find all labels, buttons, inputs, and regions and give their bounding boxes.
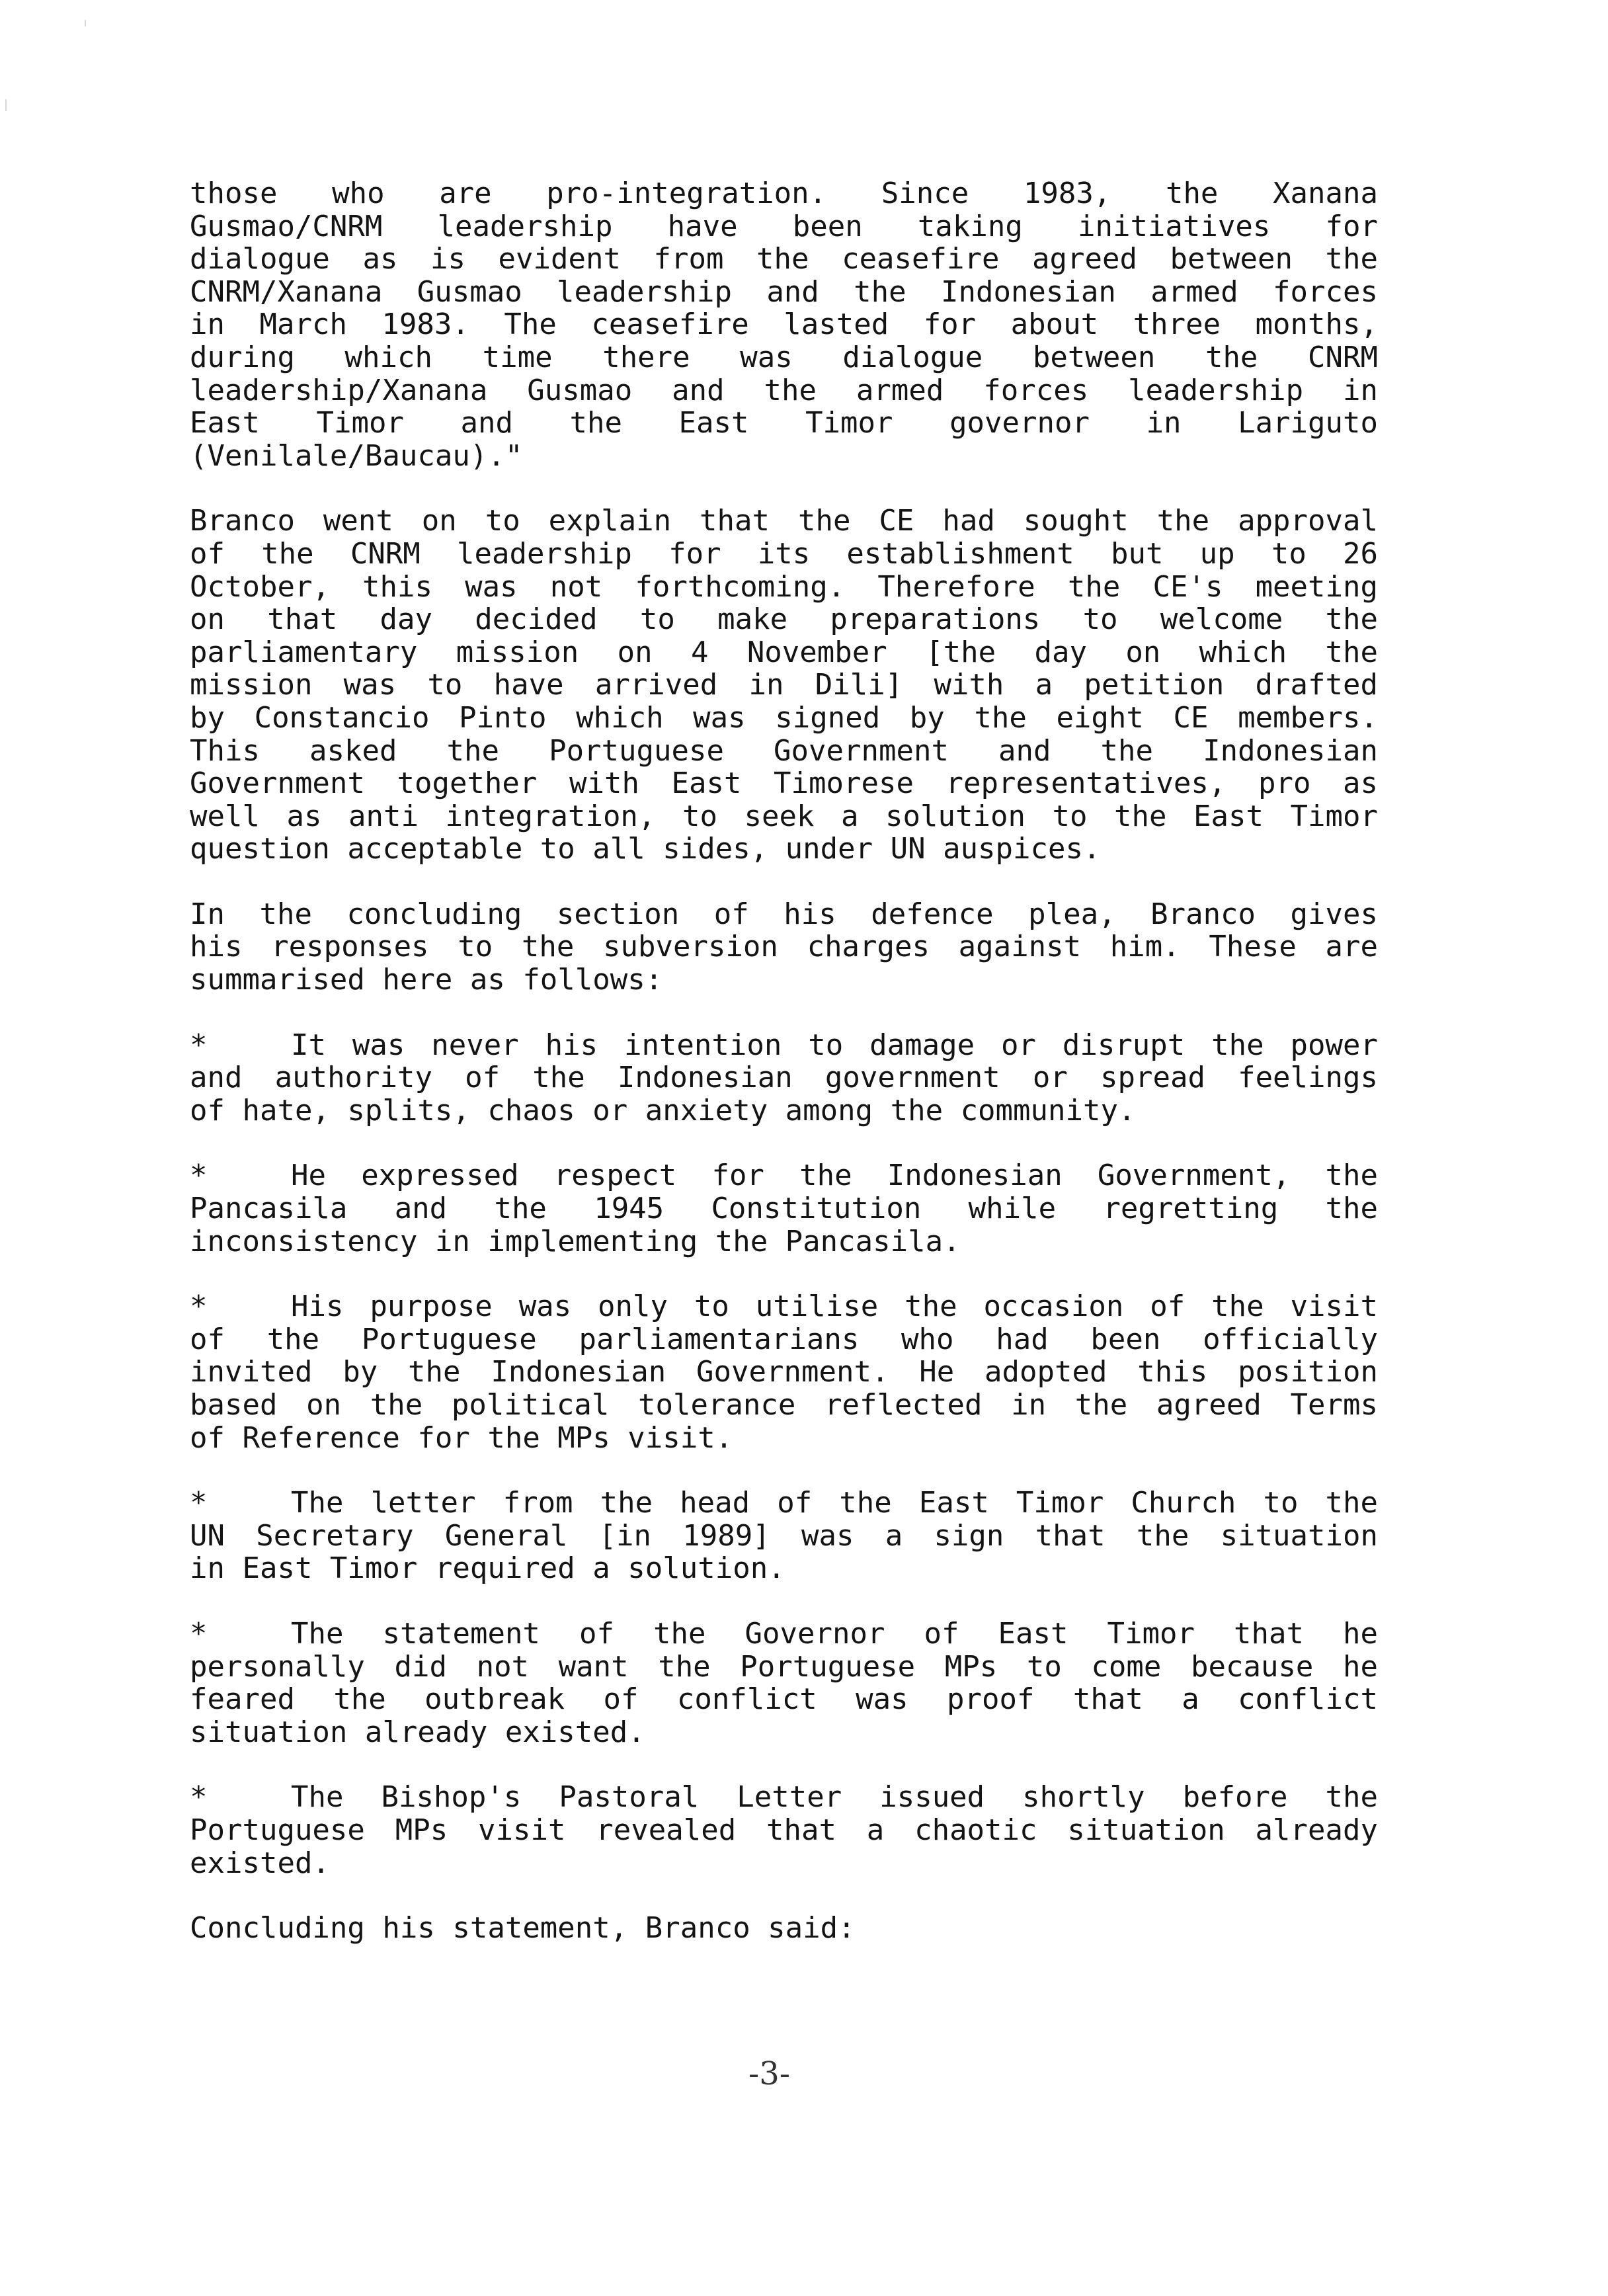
text-line: inconsistency in implementing the Pancasila. [190, 1225, 961, 1258]
text-line: question acceptable to all sides, under UN auspices. [190, 833, 1101, 866]
text-line: dialogue as is evident from the ceasefire agreed between the [190, 243, 1378, 276]
text-line: October, this was not forthcoming. Therefore the CE's meeting [190, 570, 1378, 604]
text-line: based on the political tolerance reflected in the agreed Terms [190, 1389, 1378, 1422]
paragraph [190, 177, 1378, 472]
bullet-text: It was never his intention to damage or disrupt the power [291, 1028, 1378, 1062]
text-line: parliamentary mission on 4 November [the day on which the [190, 636, 1378, 669]
text-line: Branco went on to explain that the CE had sought the approval [190, 505, 1378, 538]
text-line [190, 1618, 1378, 1651]
bullet-text: The letter from the head of the East Timor Church to the [291, 1487, 1378, 1520]
text-line: Gusmao/CNRM leadership have been taking initiatives for [190, 210, 1378, 243]
body-text [190, 177, 1378, 1977]
text-line: CNRM/Xanana Gusmao leadership and the Indonesian armed forces [190, 275, 1378, 309]
bullet-paragraph [190, 1781, 1378, 1879]
text-line: of the Portuguese parliamentarians who had been officially [190, 1323, 1378, 1356]
text-line: those who are pro-integration. Since 1983, the Xanana [190, 177, 1378, 210]
text-line: in March 1983. The ceasefire lasted for about three months, [190, 308, 1378, 341]
text-line [190, 1029, 1378, 1062]
text-line: Concluding his statement, Branco said: [190, 1912, 856, 1945]
text-line: and authority of the Indonesian government or spread feelings [190, 1061, 1378, 1094]
text-line [190, 1781, 1378, 1814]
text-line [190, 1487, 1378, 1520]
bullet-marker: * [190, 1028, 208, 1062]
text-line: Pancasila and the 1945 Constitution while regretting the [190, 1192, 1378, 1225]
bullet-marker: * [190, 1781, 208, 1814]
bullet-text: The statement of the Governor of East Timor that he [291, 1617, 1378, 1651]
text-line: existed. [190, 1846, 330, 1880]
text-line: of Reference for the MPs visit. [190, 1421, 733, 1455]
text-line: mission was to have arrived in Dili] with a petition drafted [190, 669, 1378, 702]
text-line: (Venilale/Baucau)." [190, 439, 523, 473]
bullet-text: He expressed respect for the Indonesian Government, the [291, 1159, 1378, 1193]
paragraph [190, 1912, 1378, 1945]
text-line: in East Timor required a solution. [190, 1552, 785, 1585]
text-line: on that day decided to make preparations to welcome the [190, 603, 1378, 636]
bullet-paragraph [190, 1029, 1378, 1128]
text-line: his responses to the subversion charges against him. These are [190, 930, 1378, 964]
text-line [190, 1159, 1378, 1192]
text-line: summarised here as follows: [190, 964, 663, 997]
bullet-marker: * [190, 1487, 208, 1520]
scan-mark [85, 20, 86, 26]
text-line: Government together with East Timorese representatives, pro as [190, 767, 1378, 800]
bullet-marker: * [190, 1617, 208, 1651]
bullet-marker: * [190, 1290, 208, 1323]
bullet-paragraph [190, 1618, 1378, 1748]
paragraph [190, 898, 1378, 997]
bullet-paragraph [190, 1290, 1378, 1454]
text-line: leadership/Xanana Gusmao and the armed forces leadership in [190, 374, 1378, 407]
text-line: feared the outbreak of conflict was proof that a conflict [190, 1683, 1378, 1716]
text-line: East Timor and the East Timor governor in Lariguto [190, 407, 1378, 440]
text-line: personally did not want the Portuguese MPs to come because he [190, 1650, 1378, 1684]
text-line: of the CNRM leadership for its establishment but up to 26 [190, 537, 1378, 571]
text-line: well as anti integration, to seek a solution to the East Timor [190, 800, 1378, 833]
text-line: during which time there was dialogue between the CNRM [190, 341, 1378, 374]
text-line: by Constancio Pinto which was signed by the eight CE members. [190, 701, 1378, 735]
bullet-paragraph [190, 1487, 1378, 1585]
bullet-text: His purpose was only to utilise the occasion of the visit [291, 1290, 1378, 1323]
text-line: situation already existed. [190, 1715, 645, 1749]
bullet-text: The Bishop's Pastoral Letter issued shortly before the [291, 1781, 1378, 1814]
text-line: This asked the Portuguese Government and the Indonesian [190, 734, 1378, 768]
bullet-paragraph [190, 1159, 1378, 1258]
text-line: Portuguese MPs visit revealed that a chaotic situation already [190, 1813, 1378, 1847]
scan-mark [5, 99, 7, 111]
page-number: -3- [748, 2055, 790, 2092]
paragraph [190, 505, 1378, 866]
text-line: In the concluding section of his defence plea, Branco gives [190, 897, 1378, 931]
text-line: UN Secretary General [in 1989] was a sign that the situation [190, 1519, 1378, 1553]
bullet-marker: * [190, 1159, 208, 1193]
text-line [190, 1290, 1378, 1323]
text-line: invited by the Indonesian Government. He adopted this position [190, 1356, 1378, 1389]
text-line: of hate, splits, chaos or anxiety among the community. [190, 1094, 1136, 1128]
